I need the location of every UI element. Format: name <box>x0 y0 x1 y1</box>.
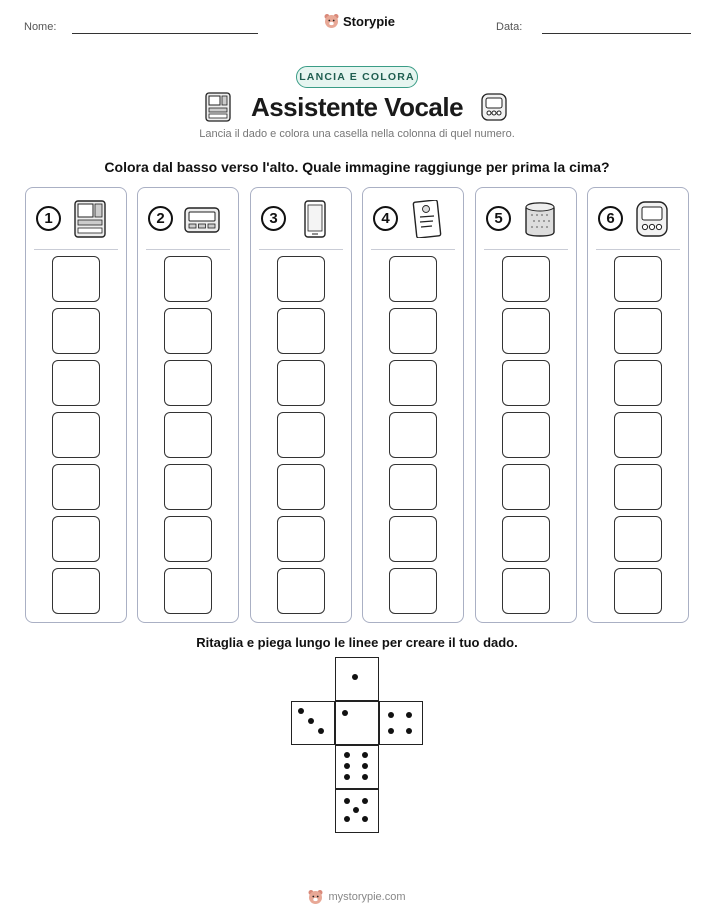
color-box[interactable] <box>502 256 550 302</box>
color-box[interactable] <box>389 360 437 406</box>
die-pip <box>344 816 350 822</box>
footer <box>0 889 714 905</box>
timer-icon <box>481 93 507 121</box>
die-pip <box>362 816 368 822</box>
color-box[interactable] <box>277 360 325 406</box>
radio-alarm-icon <box>184 200 220 238</box>
die-face-center <box>335 701 379 745</box>
die-face-top <box>335 657 379 701</box>
die-pip <box>362 798 368 804</box>
subtitle: Lancia il dado e colora una casella nella colonna di quel numero. <box>199 128 515 140</box>
color-box[interactable] <box>164 256 212 302</box>
column-number: 5 <box>486 206 511 231</box>
column-number: 2 <box>148 206 173 231</box>
die-pip <box>342 710 348 716</box>
color-box[interactable] <box>52 568 100 614</box>
color-box[interactable] <box>164 568 212 614</box>
color-box[interactable] <box>614 360 662 406</box>
color-box[interactable] <box>52 360 100 406</box>
smart-speaker-icon <box>522 200 558 238</box>
smartphone-icon <box>297 200 333 238</box>
color-box[interactable] <box>277 568 325 614</box>
column-number: 3 <box>261 206 286 231</box>
date-label: Data: <box>496 21 523 33</box>
color-box[interactable] <box>164 412 212 458</box>
die-face-lower <box>335 745 379 789</box>
color-box[interactable] <box>614 412 662 458</box>
date-line <box>542 33 691 34</box>
die-pip <box>344 774 350 780</box>
color-box[interactable] <box>389 308 437 354</box>
footer-url[interactable]: mystorypie.com <box>328 891 406 903</box>
color-box[interactable] <box>277 256 325 302</box>
color-box[interactable] <box>164 308 212 354</box>
color-box[interactable] <box>614 464 662 510</box>
color-box[interactable] <box>614 308 662 354</box>
die-pip <box>318 728 324 734</box>
name-label: Nome: <box>24 21 57 33</box>
column-4 <box>362 187 464 623</box>
die-pip <box>362 763 368 769</box>
bear-icon <box>324 13 339 29</box>
die-face-bottom <box>335 789 379 833</box>
column-number: 4 <box>373 206 398 231</box>
color-box[interactable] <box>502 412 550 458</box>
die-pip <box>344 763 350 769</box>
color-box[interactable] <box>389 412 437 458</box>
die-pip <box>388 728 394 734</box>
brand-logo <box>324 13 395 29</box>
color-box[interactable] <box>277 464 325 510</box>
color-box[interactable] <box>614 256 662 302</box>
color-box[interactable] <box>52 464 100 510</box>
column-number: 1 <box>36 206 61 231</box>
color-box[interactable] <box>277 308 325 354</box>
die-pip <box>308 718 314 724</box>
color-box[interactable] <box>614 568 662 614</box>
column-1 <box>25 187 127 623</box>
color-box[interactable] <box>52 256 100 302</box>
color-box[interactable] <box>502 308 550 354</box>
die-face-left <box>291 701 335 745</box>
name-line <box>72 33 258 34</box>
color-box[interactable] <box>164 464 212 510</box>
die-pip <box>362 774 368 780</box>
color-box[interactable] <box>502 464 550 510</box>
die-pip <box>344 798 350 804</box>
color-box[interactable] <box>389 464 437 510</box>
die-face-right <box>379 701 423 745</box>
die-pip <box>353 807 359 813</box>
color-box[interactable] <box>389 516 437 562</box>
color-box[interactable] <box>164 360 212 406</box>
column-2 <box>137 187 239 623</box>
die-pip <box>298 708 304 714</box>
color-box[interactable] <box>614 516 662 562</box>
color-box[interactable] <box>277 412 325 458</box>
die-pip <box>406 728 412 734</box>
activity-badge: LANCIA E COLORA <box>296 66 418 88</box>
color-box[interactable] <box>389 568 437 614</box>
color-box[interactable] <box>52 412 100 458</box>
recipe-card-icon <box>409 200 445 238</box>
instruction-question: Colora dal basso verso l'alto. Quale immagine raggiunge per prima la cima? <box>104 159 610 175</box>
column-6 <box>587 187 689 623</box>
die-pip <box>362 752 368 758</box>
die-pip <box>352 674 358 680</box>
color-box[interactable] <box>277 516 325 562</box>
color-box[interactable] <box>502 568 550 614</box>
color-box[interactable] <box>52 516 100 562</box>
column-3 <box>250 187 352 623</box>
column-number: 6 <box>598 206 623 231</box>
color-box[interactable] <box>52 308 100 354</box>
smart-display-icon <box>72 200 108 238</box>
die-pip <box>388 712 394 718</box>
color-box[interactable] <box>502 360 550 406</box>
cut-instructions: Ritaglia e piega lungo le linee per creare il tuo dado. <box>196 635 518 650</box>
die-pip <box>406 712 412 718</box>
timer-icon <box>634 200 670 238</box>
color-box[interactable] <box>502 516 550 562</box>
brand-name: Storypie <box>343 13 396 29</box>
column-5 <box>475 187 577 623</box>
die-pip <box>344 752 350 758</box>
bear-icon <box>308 889 323 905</box>
color-box[interactable] <box>164 516 212 562</box>
page-title: Assistente Vocale <box>250 92 464 122</box>
color-box[interactable] <box>389 256 437 302</box>
